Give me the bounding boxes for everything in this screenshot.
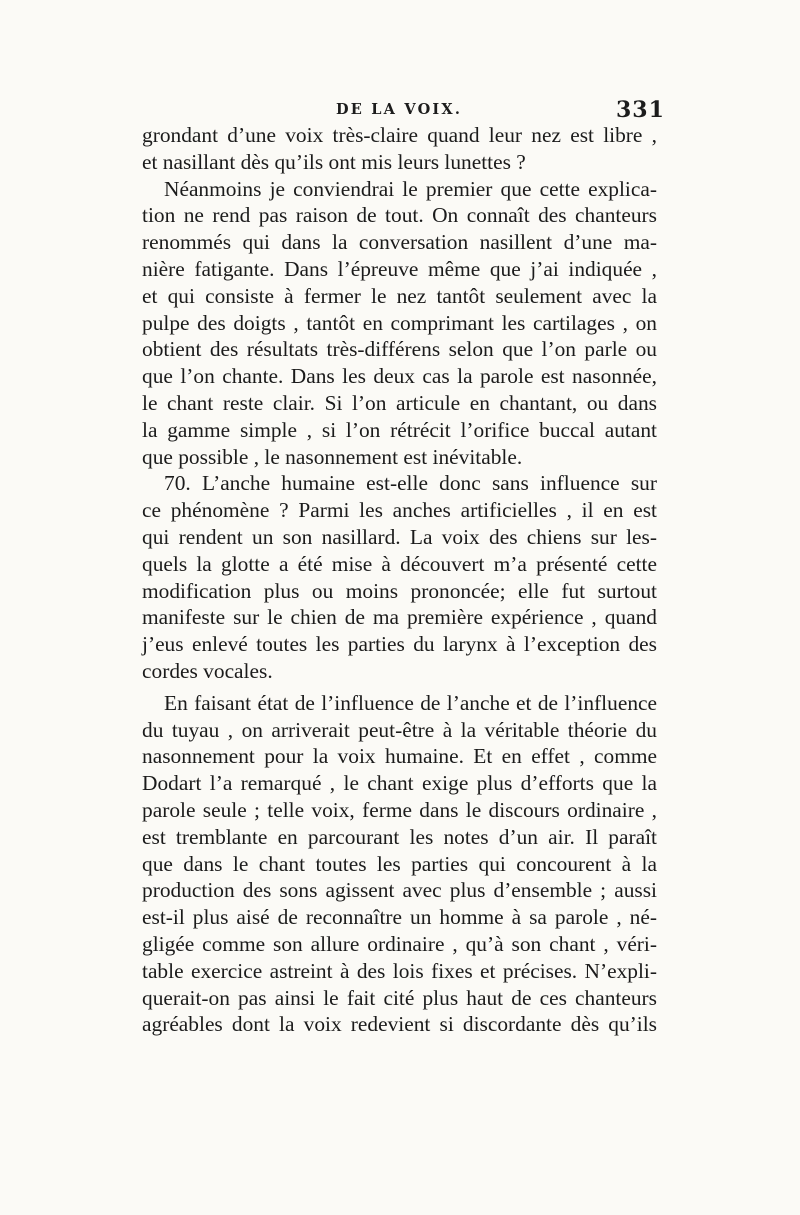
- text-line: quels la glotte a été mise à découvert m’a présenté cette: [142, 551, 657, 576]
- text-line: manifeste sur le chien de ma première expérience , quand: [142, 605, 657, 630]
- text-line: parole seule ; telle voix, ferme dans le discours ordinaire ,: [142, 797, 657, 822]
- text-line: et nasillant dès qu’ils ont mis leurs lunettes ?: [142, 149, 526, 174]
- text-line: Dodart l’a remarqué , le chant exige plus d’efforts que la: [142, 771, 657, 796]
- text-line: nière fatigante. Dans l’épreuve même que j’ai indiquée ,: [142, 256, 657, 281]
- text-line: qui rendent un son nasillard. La voix des chiens sur les-: [142, 524, 657, 549]
- text-line: cordes vocales.: [142, 658, 273, 683]
- text-line: la gamme simple , si l’on rétrécit l’orifice buccal autant: [142, 417, 657, 442]
- text-line: tion ne rend pas raison de tout. On connaît des chanteurs: [142, 203, 657, 228]
- text-line: table exercice astreint à des lois fixes et précises. N’expli-: [142, 958, 657, 983]
- text-line: agréables dont la voix redevient si discordante dès qu’ils: [142, 1012, 657, 1037]
- text-line: gligée comme son allure ordinaire , qu’à son chant , véri-: [142, 931, 657, 956]
- text-line: pulpe des doigts , tantôt en comprimant les cartilages , on: [142, 310, 657, 335]
- text-line: grondant d’une voix très-claire quand leur nez est libre ,: [142, 123, 657, 147]
- page-number: 331: [616, 97, 665, 123]
- text-line: le chant reste clair. Si l’on articule en chantant, ou dans: [142, 390, 657, 415]
- text-line: est tremblante en parcourant les notes d’un air. Il paraît: [142, 824, 657, 849]
- paragraph-continuation: [142, 122, 657, 176]
- text-line: Néanmoins je conviendrai le premier que cette explica-: [164, 176, 657, 201]
- text-line: et qui consiste à fermer le nez tantôt seulement avec la: [142, 283, 657, 308]
- text-line: production des sons agissent avec plus d’ensemble ; aussi: [142, 878, 657, 903]
- text-line: nasonnement pour la voix humaine. Et en effet , comme: [142, 744, 657, 769]
- text-line: que possible , le nasonnement est inévitable.: [142, 444, 523, 469]
- paragraph-influence: [142, 690, 657, 1038]
- text-line: que dans le chant toutes les parties qui concourent à la: [142, 851, 657, 876]
- body-text: [142, 122, 657, 1038]
- paragraph-explication: [142, 176, 657, 471]
- text-line: que l’on chante. Dans les deux cas la parole est nasonnée,: [142, 364, 657, 389]
- text-line: j’eus enlevé toutes les parties du larynx à l’exception des: [142, 632, 657, 657]
- text-line: modification plus ou moins prononcée; elle fut surtout: [142, 578, 657, 603]
- text-line: obtient des résultats très-différens selon que l’on parle ou: [142, 337, 657, 362]
- text-line: querait-on pas ainsi le fait cité plus haut de ces chanteurs: [142, 985, 657, 1010]
- text-line: est-il plus aisé de reconnaître un homme à sa parole , né-: [142, 905, 657, 930]
- text-line: renommés qui dans la conversation nasillent d’une ma-: [142, 230, 657, 255]
- text-line: du tuyau , on arriverait peut-être à la véritable théorie du: [142, 717, 657, 742]
- text-line: En faisant état de l’influence de l’anche et de l’influence: [164, 690, 657, 715]
- running-head-title: DE LA VOIX.: [336, 101, 463, 118]
- text-line: 70. L’anche humaine est-elle donc sans influence sur: [164, 471, 657, 496]
- paragraph-70: [142, 470, 657, 684]
- text-line: ce phénomène ? Parmi les anches artificielles , il en est: [142, 498, 657, 523]
